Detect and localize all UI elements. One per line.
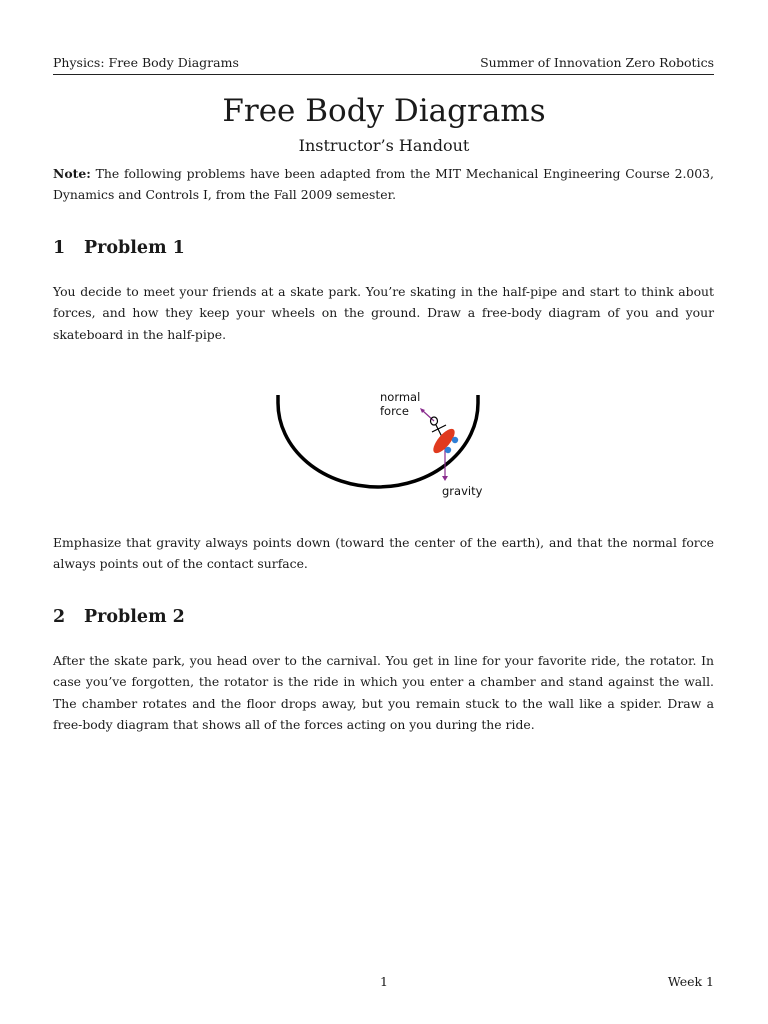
normal-force-arrow bbox=[423, 411, 434, 421]
footer-week: Week 1 bbox=[667, 974, 714, 989]
half-pipe-diagram bbox=[262, 385, 502, 510]
normal-label-line1: normal bbox=[380, 390, 421, 404]
note-text: The following problems have been adapted from the MIT Mechanical Engineering Course 2.003, Dynamics and Controls I, from the Fall 2009 semester. bbox=[53, 166, 714, 203]
section-heading-2 bbox=[53, 607, 185, 627]
skateboard-wheel-back bbox=[445, 447, 451, 453]
skateboard-wheel-front bbox=[452, 437, 458, 443]
gravity-label: gravity bbox=[442, 484, 483, 498]
normal-label-line2: force bbox=[380, 404, 409, 418]
header-program: Summer of Innovation Zero Robotics bbox=[480, 55, 714, 70]
problem-2-text: After the skate park, you head over to the carnival. You get in line for your favorite ride, the rotator. In case you’ve forgotten, the rotator is the ride in which you enter a chamber and stand against the wall. The chamber rotates and the floor drops away, but you remain stuck to the wall like a spider. Draw a free-body diagram that shows all of the forces acting on you during the ride. bbox=[53, 653, 714, 732]
problem-1-text: You decide to meet your friends at a skate park. You’re skating in the half-pipe and start to think about forces, and how they keep your wheels on the ground. Draw a free-body diagram of you and your skateboard in the half-pipe. bbox=[53, 284, 714, 342]
gravity-arrowhead bbox=[442, 476, 448, 481]
header-course: Physics: Free Body Diagrams bbox=[53, 55, 239, 70]
problem-1-emphasis: Emphasize that gravity always points down (toward the center of the earth), and that the normal force always points out of the contact surface. bbox=[53, 535, 714, 572]
document-subtitle: Instructor’s Handout bbox=[298, 136, 470, 155]
note-paragraph bbox=[53, 163, 714, 206]
half-pipe-figure bbox=[262, 385, 502, 510]
section-heading-1 bbox=[53, 238, 185, 258]
running-header bbox=[53, 55, 714, 75]
page-number: 1 bbox=[380, 974, 388, 989]
note-label: Note: bbox=[53, 166, 91, 181]
section-number: 1 bbox=[53, 238, 66, 258]
section-number: 2 bbox=[53, 607, 66, 627]
document-title: Free Body Diagrams bbox=[222, 93, 546, 129]
section-title: Problem 1 bbox=[84, 238, 185, 258]
section-title: Problem 2 bbox=[84, 607, 185, 627]
